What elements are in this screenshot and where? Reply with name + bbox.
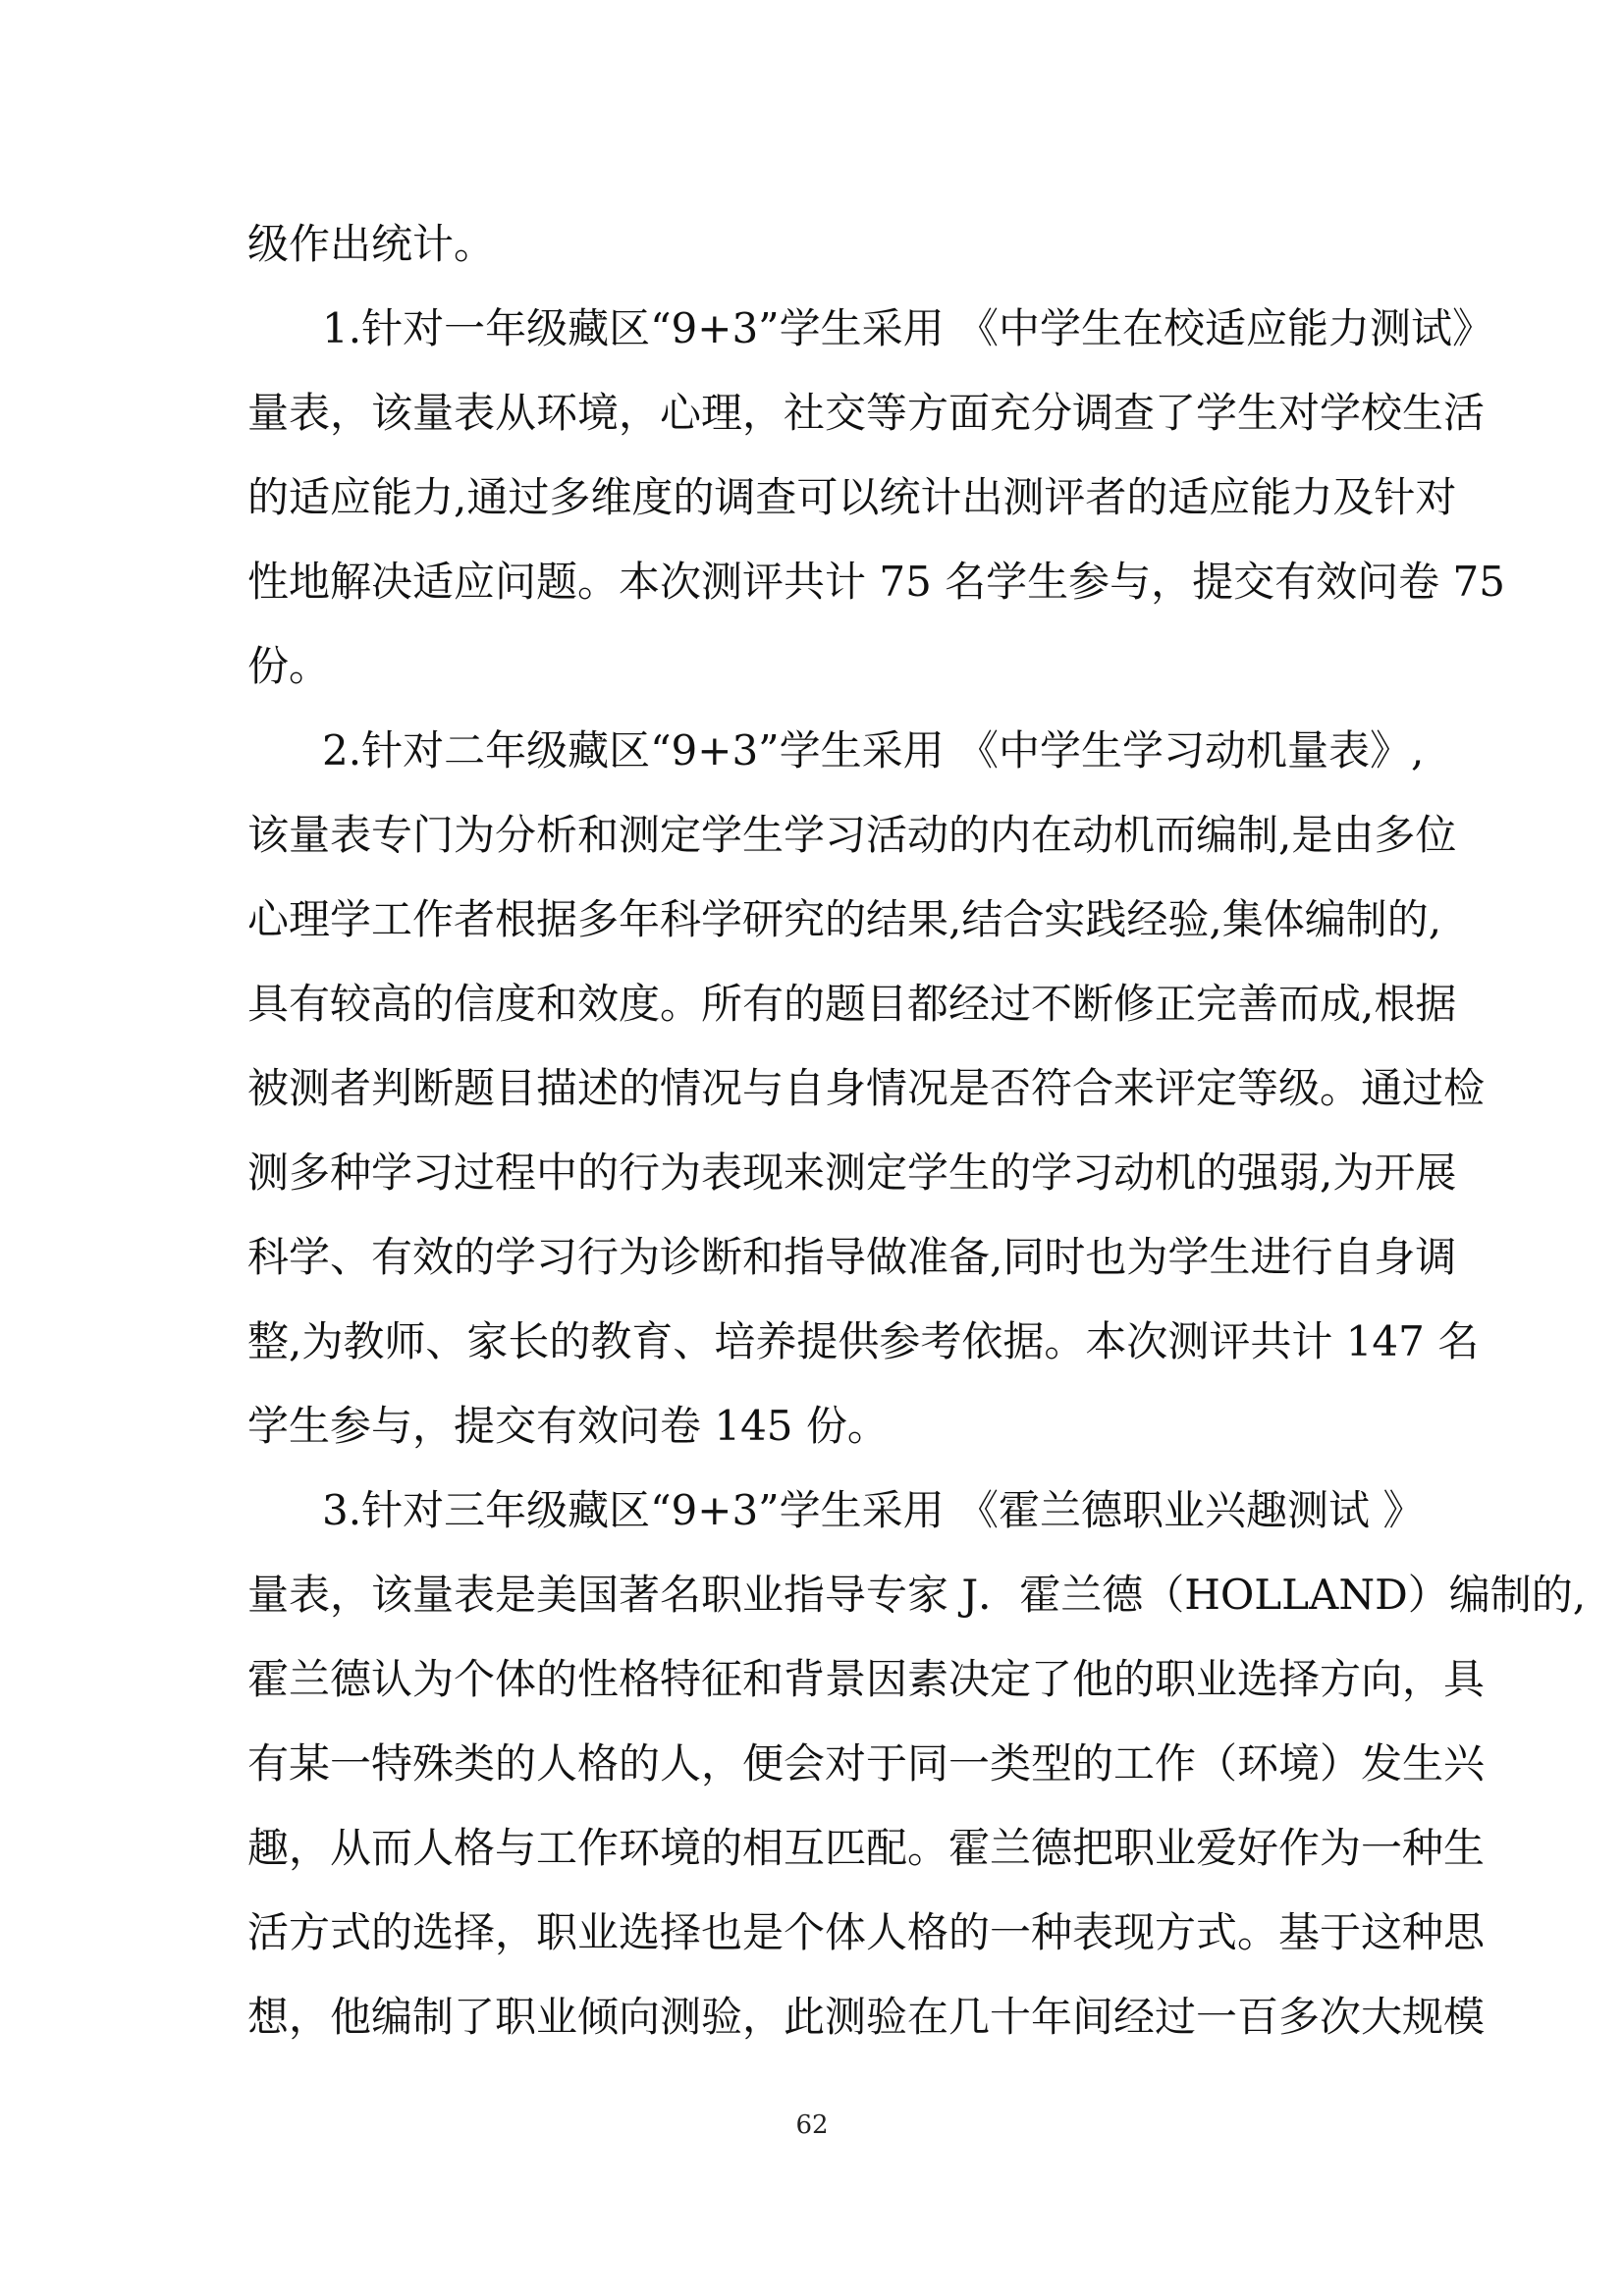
body-text [247, 202, 1587, 2059]
text-line: 该量表专门为分析和测定学生学习活动的内在动机而编制,是由多位 [247, 811, 1457, 859]
text-line: 被测者判断题目描述的情况与自身情况是否符合来评定等级。通过检 [247, 1064, 1486, 1112]
text-line: 性地解决适应问题。本次测评共计 75 名学生参与，提交有效问卷 75 [247, 558, 1505, 606]
text-line: 想，他编制了职业倾向测验，此测验在几十年间经过一百多次大规模 [247, 1993, 1486, 2041]
text-line: 量表，该量表从环境，心理，社交等方面充分调查了学生对学校生活 [247, 389, 1486, 437]
text-line: 有某一特殊类的人格的人，便会对于同一类型的工作（环境）发生兴 [247, 1739, 1486, 1788]
text-line: 学生参与，提交有效问卷 145 份。 [247, 1402, 889, 1450]
text-line: 趣，从而人格与工作环境的相互匹配。霍兰德把职业爱好作为一种生 [247, 1824, 1486, 1872]
text-line: 的适应能力,通过多维度的调查可以统计出测评者的适应能力及针对 [247, 473, 1457, 521]
page-number: 62 [795, 2110, 829, 2140]
text-line: 量表，该量表是美国著名职业指导专家 J．霍兰德（HOLLAND）编制的, [247, 1571, 1587, 1619]
text-line: 测多种学习过程中的行为表现来测定学生的学习动机的强弱,为开展 [247, 1148, 1457, 1197]
paragraph-3-first-line: 3.针对三年级藏区“9+3”学生采用 《霍兰德职业兴趣测试 》 [322, 1486, 1425, 1534]
text-line: 活方式的选择，职业选择也是个体人格的一种表现方式。基于这种思 [247, 1908, 1486, 1956]
text-line: 整,为教师、家长的教育、培养提供参考依据。本次测评共计 147 名 [247, 1317, 1480, 1365]
text-line: 霍兰德认为个体的性格特征和背景因素决定了他的职业选择方向，具 [247, 1655, 1486, 1703]
text-line: 心理学工作者根据多年科学研究的结果,结合实践经验,集体编制的, [247, 895, 1442, 943]
paragraph-1-first-line: 1.针对一年级藏区“9+3”学生采用 《中学生在校适应能力测试》 [322, 304, 1494, 352]
paragraph-2-first-line: 2.针对二年级藏区“9+3”学生采用 《中学生学习动机量表》, [322, 726, 1425, 774]
text-line: 级作出统计。 [247, 220, 496, 268]
text-line: 具有较高的信度和效度。所有的题目都经过不断修正完善而成,根据 [247, 980, 1457, 1028]
text-line: 科学、有效的学习行为诊断和指导做准备,同时也为学生进行自身调 [247, 1233, 1457, 1281]
text-line: 份。 [247, 642, 331, 690]
